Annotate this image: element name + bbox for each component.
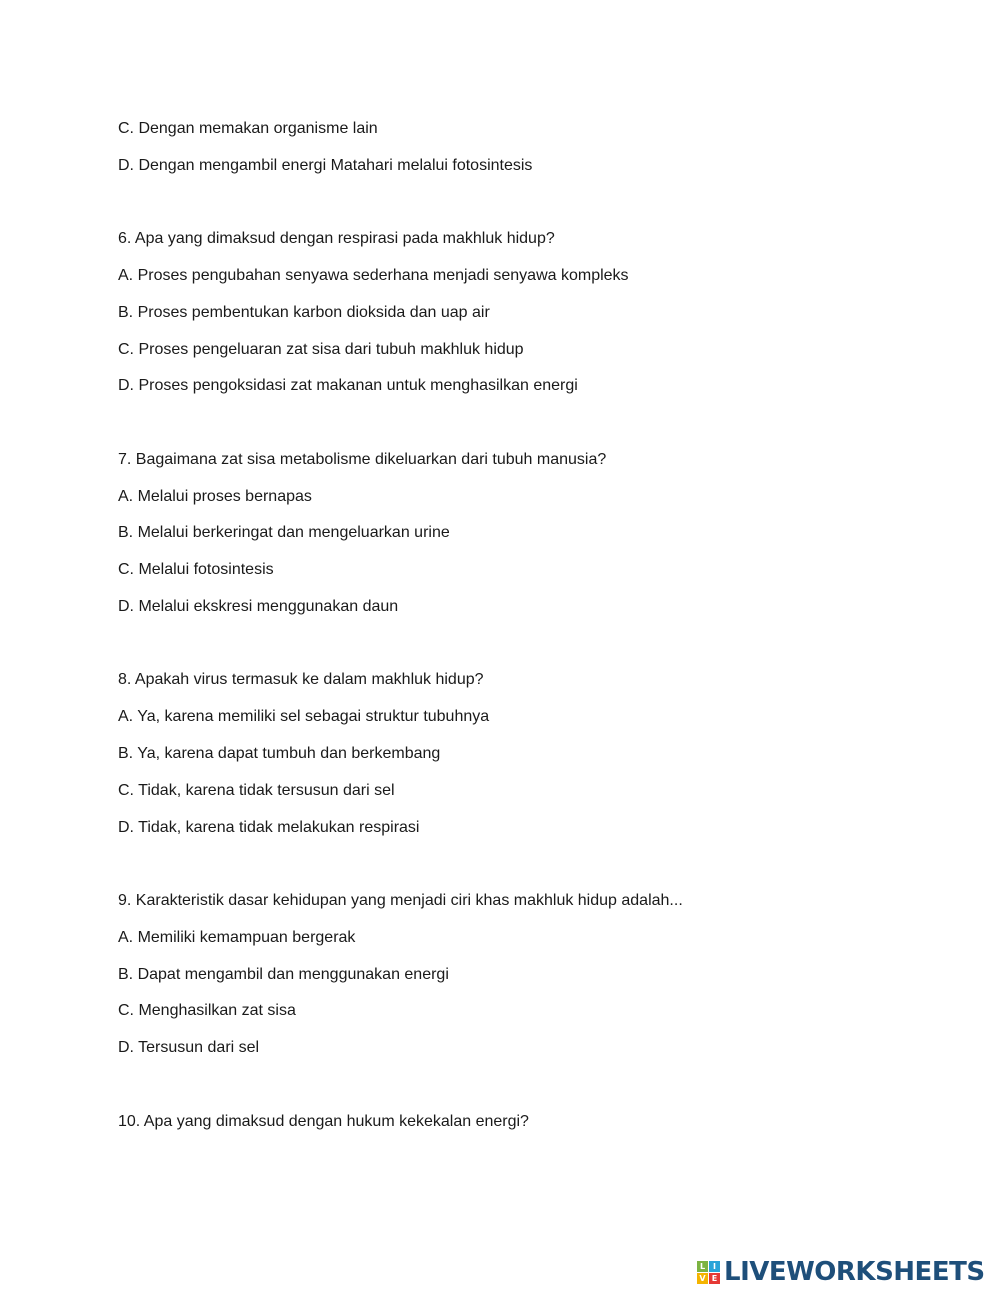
question-text: 10. Apa yang dimaksud dengan hukum kekekalan energi?: [118, 1112, 529, 1130]
answer-option-d: D. Melalui ekskresi menggunakan daun: [118, 597, 399, 615]
question-text: 8. Apakah virus termasuk ke dalam makhluk hidup?: [118, 671, 484, 689]
logo-wordmark: LIVEWORKSHEETS: [724, 1257, 985, 1287]
logo-square-i: I: [709, 1261, 720, 1272]
logo-square-v: V: [697, 1273, 708, 1284]
block-spacer: [118, 633, 898, 670]
logo-square-l: L: [697, 1261, 708, 1272]
answer-option-b: B. Proses pembentukan karbon dioksida dan uap air: [118, 303, 490, 321]
question-text: 6. Apa yang dimaksud dengan respirasi pada makhluk hidup?: [118, 230, 555, 248]
answer-option-a: A. Memiliki kemampuan bergerak: [118, 928, 356, 946]
answer-option-c: C. Menghasilkan zat sisa: [118, 1002, 296, 1020]
question-block-6: [118, 228, 898, 396]
question-block-8: [118, 669, 898, 837]
question-block-9: [118, 890, 898, 1058]
answer-option-a: A. Melalui proses bernapas: [118, 487, 312, 505]
answer-option-c: C. Tidak, karena tidak tersusun dari sel: [118, 781, 395, 799]
answer-option-d: D. Tidak, karena tidak melakukan respirasi: [118, 818, 420, 836]
question-block-7: [118, 449, 898, 617]
block-spacer: [118, 853, 898, 890]
logo-squares-icon: [697, 1261, 720, 1284]
answer-option-d: D. Dengan mengambil energi Matahari melalui fotosintesis: [118, 156, 533, 174]
answer-option-a: A. Ya, karena memiliki sel sebagai struktur tubuhnya: [118, 708, 490, 726]
answer-option-c: C. Dengan memakan organisme lain: [118, 120, 378, 137]
answer-option-c: C. Proses pengeluaran zat sisa dari tubuh makhluk hidup: [118, 340, 524, 358]
answer-option-b: B. Ya, karena dapat tumbuh dan berkembang: [118, 744, 441, 762]
question-text: 9. Karakteristik dasar kehidupan yang menjadi ciri khas makhluk hidup adalah...: [118, 891, 683, 909]
worksheet-content: [118, 118, 898, 1147]
answer-option-d: D. Proses pengoksidasi zat makanan untuk menghasilkan energi: [118, 377, 578, 395]
question-block-5-tail: [118, 118, 898, 176]
liveworksheets-logo[interactable]: [697, 1258, 985, 1286]
answer-option-b: B. Dapat mengambil dan menggunakan energi: [118, 965, 449, 983]
logo-square-e: E: [709, 1273, 720, 1284]
answer-option-a: A. Proses pengubahan senyawa sederhana menjadi senyawa kompleks: [118, 266, 629, 284]
answer-option-c: C. Melalui fotosintesis: [118, 561, 274, 579]
answer-option-b: B. Melalui berkeringat dan mengeluarkan urine: [118, 524, 450, 542]
block-spacer: [118, 1074, 898, 1111]
question-text: 7. Bagaimana zat sisa metabolisme dikeluarkan dari tubuh manusia?: [118, 450, 607, 468]
question-block-10: [118, 1111, 898, 1132]
answer-option-d: D. Tersusun dari sel: [118, 1039, 260, 1057]
block-spacer: [118, 412, 898, 449]
block-spacer: [118, 192, 898, 229]
